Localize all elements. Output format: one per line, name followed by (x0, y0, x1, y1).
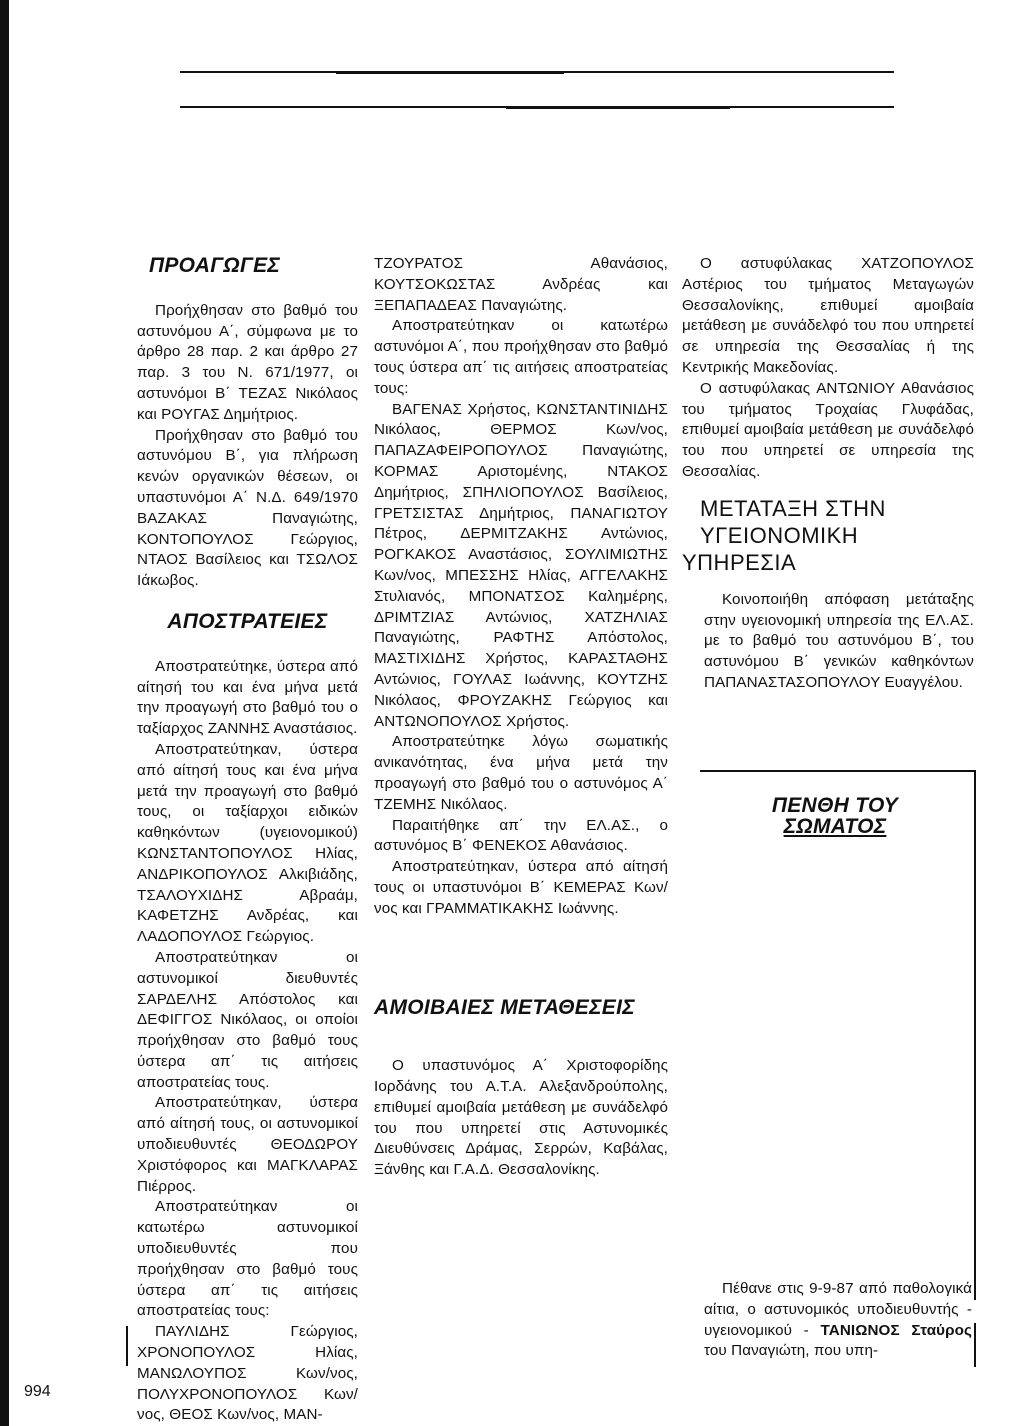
paragraph-resignation: Παραιτήθηκε απ΄ την ΕΛ.ΑΣ., ο αστυνόμος Β΄ ΦΕΝΕΚΟΣ Αθανάσιος. (374, 816, 668, 855)
paragraph-promotions-2: Προήχθησαν στο βαθμό του αστυνόμου Β΄, για πλήρωση κενών οργανικών θέσεων, οι υπαστυνόμοι Α΄ Ν.Δ. 649/1970 ΒΑΖΑΚΑΣ Παναγιώτης, ΚΟΝΤΟΠΟΥΛΟΣ Γεώργιος, ΝΤΑΟΣ Βασίλειος και ΤΣΩΛΟΣ Ιάκωβος. (137, 426, 358, 590)
header-rule-top-bold (336, 71, 564, 74)
paragraph-retirements-4: Αποστρατεύτηκαν, ύστερα από αίτησή τους, οι αστυνομικοί υποδιευθυντές ΘΕΟΔΩΡΟΥ Χριστόφορος και ΜΑΓΚΛΑΡΑΣ Πιέρρος. (137, 1094, 358, 1195)
column-3-right-line (974, 770, 976, 1300)
paragraph-retirements-3: Αποστρατεύτηκαν οι αστυνομικοί διευθυντές ΣΑΡΔΕΛΗΣ Απόστολος και ΔΕΦΙΓΓΟΣ Νικόλαος, οι οποίοι προήχθησαν στο βαθμό τους ύστερα απ΄ τις αιτήσεις αποστρατείας τους. (137, 948, 358, 1091)
paragraph-names-continued: ΤΖΟΥΡΑΤΟΣ Αθανάσιος, ΚΟΥΤΣΟΚΩΣΤΑΣ Ανδρέας και ΞΕΠΑΠΑΔΕΑΣ Παναγιώτης. (374, 255, 668, 314)
column-3-obituary-text (704, 1279, 972, 1362)
paragraph-retirements-2: Αποστρατεύτηκαν, ύστερα από αίτησή τους και ένα μήνα μετά την προαγωγή στο βαθμό τους, οι ταξίαρχοι ειδικών καθηκόντων (υγειονομικού) ΚΩΝΣΤΑΝΤΟΠΟΥΛΟΣ Ηλίας, ΑΝΔΡΙΚΟΠΟΥΛΟΣ Αλκιβιάδης, ΤΣΑΛΟΥΧΙΔΗΣ Αβραάμ, ΚΑΦΕΤΖΗΣ Ανδρέας, και ΛΑΔΟΠΟΥΛΟΣ Γεώργιος. (137, 740, 358, 946)
paragraph-retired-captains: Αποστρατεύτηκαν οι κατωτέρω αστυνόμοι Α΄, που προήχθησαν στο βαθμό τους ύστερα απ΄ τις αιτήσεις αποστρατείας τους: (374, 317, 668, 397)
paragraph-promotions-1: Προήχθησαν στο βαθμό του αστυνόμου Α΄, σύμφωνα με το άρθρο 28 παρ. 2 και άρθρο 27 παρ. 3 του Ν. 671/1977, οι αστυνόμοι Β΄ ΤΕΖΑΣ Νικόλαος και ΡΟΥΓΑΣ Δημήτριος. (137, 301, 358, 423)
column-3-separator (700, 770, 974, 772)
paragraph-transfer-chatzopoulos: Ο αστυφύλακας ΧΑΤΖΟΠΟΥΛΟΣ Αστέριος του τμήματος Μεταγωγών Θεσσαλονίκης, επιθυμεί αμοιβαία μετάθεση με συνάδελφό του που υπηρετεί σε υπηρεσία της Θεσσαλίας ή της Κεντρικής Μακεδονίας. (682, 255, 974, 376)
paragraph-transfer-christoforidis: Ο υπαστυνόμος Α΄ Χριστοφορίδης Ιορδάνης του Α.Τ.Α. Αλεξανδρούπολης, επιθυμεί αμοιβαία μετάθεση με συνάδελφό του που υπηρετεί στις Αστυνομικές Διευθύνσεις Δράμας, Σερρών, Καβάλας, Ξάνθης και Γ.Α.Δ. Θεσσαλονίκης. (374, 1057, 668, 1179)
column-3 (682, 254, 974, 694)
column-2 (374, 254, 668, 1181)
heading-health-service-line-1: ΜΕΤΑΤΑΞΗ ΣΤΗΝ (700, 495, 886, 521)
heading-promotions: ΠΡΟΑΓΩΓΕΣ (149, 254, 281, 277)
column-3-obituaries (704, 796, 966, 838)
column-1 (137, 256, 358, 1426)
heading-mutual-transfers: ΑΜΟΙΒΑΙΕΣ ΜΕΤΑΘΕΣΕΙΣ (374, 995, 635, 1019)
obituary-text-end: του Παναγιώτη, που υπη- (704, 1342, 879, 1360)
paragraph-lieutenants-retired: Αποστρατεύτηκαν, ύστερα από αίτησή τους οι υπαστυνόμοι Β΄ ΚΕΜΕΡΑΣ Κων/νος και ΓΡΑΜΜΑΤΙΚΑΚΗΣ Ιωάννης. (374, 858, 668, 917)
page-edge-bar (0, 0, 9, 1426)
paragraph-captains-names: ΒΑΓΕΝΑΣ Χρήστος, ΚΩΝΣΤΑΝΤΙΝΙΔΗΣ Νικόλαος, ΘΕΡΜΟΣ Κων/νος, ΠΑΠΑΖΑΦΕΙΡΟΠΟΥΛΟΣ Παναγιώτης, ΚΟΡΜΑΣ Αριστομένης, ΝΤΑΚΟΣ Δημήτριος, ΣΠΗΛΙΟΠΟΥΛΟΣ Βασίλειος, ΓΡΕΤΣΙΣΤΑΣ Δημήτριος, ΠΑΝΑΓΙΩΤΟΥ Πέτρος, ΔΕΡΜΙΤΖΑΚΗΣ Αντώνιος, ΡΟΓΚΑΚΟΣ Αναστάσιος, ΣΟΥΛΙΜΙΩΤΗΣ Κων/νος, ΜΠΕΣΣΗΣ Ηλίας, ΑΓΓΕΛΑΚΗΣ Στυλιανός, ΜΠΟΝΑΤΣΟΣ Καλημέρης, ΔΡΙΜΤΖΙΑΣ Αντώνιος, ΧΑΤΖΗΛΙΑΣ Παναγιώτης, ΡΑΦΤΗΣ Απόστολος, ΜΑΣΤΙΧΙΔΗΣ Χρήστος, ΚΑΡΑΣΤΑΘΗΣ Αντώνιος, ΓΟΥΛΑΣ Ιωάννης, ΚΟΥΤΖΗΣ Νικόλαος, ΦΡΟΥΖΑΚΗΣ Γεώργιος και ΑΝΤΩΝΟΠΟΥΛΟΣ Χρήστος. (374, 400, 668, 730)
paragraph-obituary-taniotos (704, 1279, 972, 1362)
page-number: 994 (24, 1383, 51, 1400)
heading-health-service-line-2: ΥΓΕΙΟΝΟΜΙΚΗ ΥΠΗΡΕΣΙΑ (682, 522, 859, 575)
heading-retirements: ΑΠΟΣΤΡΑΤΕΙΕΣ (167, 609, 328, 633)
obituary-text-start: Πέθανε στις 9-9-87 από παθολογικά αίτια, ο αστυνομικός υποδιευθυντής - υγειονομικού - (704, 1280, 972, 1339)
paragraph-retirements-1: Αποστρατεύτηκε, ύστερα από αίτησή του και ένα μήνα μετά την προαγωγή στο βαθμό του ο ταξίαρχος ΖΑΝΝΗΣ Αναστάσιος. (137, 657, 358, 738)
paragraph-disability-retirement: Αποστρατεύτηκε λόγω σωματικής ανικανότητας, ένα μήνα μετά την προαγωγή στο βαθμό του ο αστυνόμος Α΄ ΤΖΕΜΗΣ Νικόλαος. (374, 733, 668, 813)
obituary-right-line (974, 1323, 976, 1367)
paragraph-retirements-names: ΠΑΥΛΙΔΗΣ Γεώργιος, ΧΡΟΝΟΠΟΥΛΟΣ Ηλίας, ΜΑΝΩΛΟΥΠΟΣ Κων/νος, ΠΟΛΥΧΡΟΝΟΠΟΥΛΟΣ Κων/νος, ΘΕΟΣ Κων/νος, ΜΑΝ- (137, 1323, 358, 1424)
paragraph-transfer-antoniou: Ο αστυφύλακας ΑΝΤΩΝΙΟΥ Αθανάσιος του τμήματος Τροχαίας Γλυφάδας, επιθυμεί αμοιβαία μετάθεση με συνάδελφό του που υπηρετεί σε υπηρεσία της Θεσσαλίας. (682, 379, 974, 480)
header-rule-bottom-bold (506, 106, 730, 109)
heading-obituaries-line-1: ΠΕΝΘΗ ΤΟΥ (771, 794, 899, 817)
heading-obituaries-line-2: ΣΩΜΑΤΟΣ (783, 814, 887, 838)
paragraph-retirements-5: Αποστρατεύτηκαν οι κατωτέρω αστυνομικοί υποδιευθυντές που προήχθησαν στο βαθμό τους ύστερα απ΄ τις αιτήσεις αποστρατείας τους: (137, 1198, 358, 1320)
column-1-margin-line (126, 1326, 128, 1366)
obituary-name: ΤΑΝΙΩΝΟΣ Σταύρος (820, 1321, 972, 1339)
paragraph-health-service-transfer: Κοινοποιήθη απόφαση μετάταξης στην υγειονομική υπηρεσία της ΕΛ.ΑΣ. με το βαθμό του αστυνόμου Β΄, του αστυνόμου Β΄ γενικών καθηκόντων ΠΑΠΑΝΑΣΤΑΣΟΠΟΥΛΟΥ Ευαγγέλου. (704, 590, 974, 691)
